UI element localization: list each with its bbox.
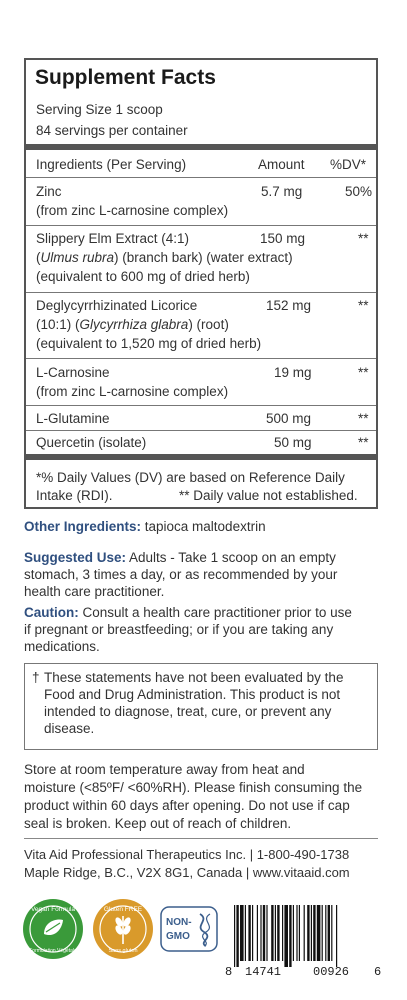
row-sub: (equivalent to 1,520 mg of dried herb) — [36, 336, 262, 351]
barcode-bar — [240, 905, 244, 961]
row-dv: 50% — [345, 184, 373, 199]
panel-title: Supplement Facts — [35, 66, 216, 89]
barcode-bar — [257, 905, 258, 961]
row-dv: ** — [358, 365, 369, 380]
barcode — [228, 905, 380, 967]
row-dv: ** — [358, 231, 369, 246]
barcode-bar — [307, 905, 309, 961]
row-name: Zinc — [36, 184, 62, 199]
latin-name: Ulmus rubra — [40, 250, 115, 265]
footnote: Intake (RDI). — [36, 488, 113, 503]
svg-text:GMO: GMO — [166, 931, 190, 942]
dagger: † — [32, 670, 40, 685]
barcode-bar — [245, 905, 246, 961]
company-info: Vita Aid Professional Therapeutics Inc. | 1-800-490-1738 Maple Ridge, B.C., V2X 8G1, Canada | www.vitaaid.com — [24, 847, 350, 880]
barcode-bar — [263, 905, 265, 961]
latin-name: Glycyrrhiza glabra — [79, 317, 189, 332]
row-name: Quercetin (isolate) — [36, 435, 147, 450]
barcode-bar — [304, 905, 305, 961]
barcode-bar — [325, 905, 326, 961]
row-amount: 50 mg — [274, 435, 312, 450]
barcode-bar — [271, 905, 273, 961]
row-amount: 500 mg — [266, 411, 312, 426]
row-sub: (Ulmus rubra) (branch bark) (water extract) — [36, 250, 293, 265]
divider — [24, 838, 378, 839]
row-amount: 152 mg — [266, 298, 312, 313]
serving-size: Serving Size 1 scoop — [36, 102, 163, 117]
barcode-digits-left: 14741 — [245, 965, 282, 979]
header-dv: %DV* — [330, 157, 367, 172]
barcode-bar — [234, 905, 235, 967]
barcode-bar — [293, 905, 294, 961]
footnote: *% Daily Values (DV) are based on Reference Daily — [36, 470, 345, 485]
row-sub: (from zinc L-carnosine complex) — [36, 203, 229, 218]
barcode-bar — [322, 905, 323, 961]
barcode-bar — [275, 905, 276, 961]
row-name: L-Glutamine — [36, 411, 110, 426]
svg-text:Vegan Formula: Vegan Formula — [30, 906, 76, 913]
row-sub: (equivalent to 600 mg of dried herb) — [36, 269, 250, 284]
svg-text:Formulation Végétale: Formulation Végétale — [29, 948, 77, 954]
row-dv: ** — [358, 435, 369, 450]
disclaimer-text: These statements have not been evaluated by the Food and Drug Administration. This product is not intended to diagnose, treat, cure, or prevent any disease. — [44, 670, 344, 736]
barcode-bar — [299, 905, 300, 961]
non-gmo-badge — [160, 906, 218, 952]
storage-instructions: Store at room temperature away from heat and moisture (<85ºF/ <60%RH). Please finish consuming the product within 60 days after opening. Do not use if cap seal is broken. Keep out of reach of children. — [24, 762, 363, 831]
barcode-bar — [313, 905, 315, 961]
barcode-bar — [311, 905, 312, 961]
barcode-bar — [284, 905, 288, 967]
barcode-bar — [260, 905, 261, 961]
row-name: Slippery Elm Extract (4:1) — [36, 231, 190, 246]
divider — [26, 430, 376, 431]
svg-text:Sans gluten: Sans gluten — [108, 948, 138, 954]
barcode-bar — [328, 905, 330, 961]
barcode-bar — [236, 905, 238, 967]
barcode-digit-first: 8 — [225, 965, 233, 979]
barcode-bar — [266, 905, 267, 961]
svg-text:NON-: NON- — [166, 917, 192, 928]
barcode-bar — [296, 905, 297, 961]
gluten-free-badge — [92, 898, 154, 960]
servings-per-container: 84 servings per container — [36, 123, 188, 138]
barcode-bar — [317, 905, 321, 961]
barcode-bar — [331, 905, 332, 961]
barcode-digit-last: 6 — [374, 965, 382, 979]
barcode-bar — [336, 905, 337, 967]
barcode-bar — [282, 905, 283, 961]
other-ingredients: Other Ingredients: tapioca maltodextrin — [24, 519, 266, 534]
divider — [26, 358, 376, 359]
row-dv: ** — [358, 298, 369, 313]
row-name: L-Carnosine — [36, 365, 110, 380]
header-ingredients: Ingredients (Per Serving) — [36, 157, 187, 172]
svg-text:Gluten FREE: Gluten FREE — [103, 906, 143, 913]
supplement-facts-panel — [24, 58, 378, 509]
suggested-use: Suggested Use: Adults - Take 1 scoop on an empty stomach, 3 times a day, or as recommended by your health care practitioner. — [24, 550, 338, 599]
row-amount: 5.7 mg — [261, 184, 303, 199]
footnote: ** Daily value not established. — [179, 488, 358, 503]
divider — [26, 177, 376, 178]
row-amount: 19 mg — [274, 365, 312, 380]
thick-divider — [26, 454, 376, 460]
row-dv: ** — [358, 411, 369, 426]
header-amount: Amount — [258, 157, 305, 172]
barcode-bar — [248, 905, 250, 961]
divider — [26, 405, 376, 406]
row-name: Deglycyrrhizinated Licorice — [36, 298, 198, 313]
divider — [26, 225, 376, 226]
vegan-badge — [22, 898, 84, 960]
barcode-bar — [289, 905, 291, 967]
barcode-digits-right: 00926 — [313, 965, 350, 979]
row-sub: (from zinc L-carnosine complex) — [36, 384, 229, 399]
thick-divider — [26, 144, 376, 150]
divider — [26, 292, 376, 293]
barcode-bar — [277, 905, 279, 961]
caution: Caution: Consult a health care practitioner prior to use if pregnant or breastfeeding; or if you are taking any medications. — [24, 605, 352, 654]
row-sub: (10:1) (Glycyrrhiza glabra) (root) — [36, 317, 229, 332]
row-amount: 150 mg — [260, 231, 306, 246]
disclaimer-box — [24, 663, 378, 750]
barcode-bar — [252, 905, 253, 961]
